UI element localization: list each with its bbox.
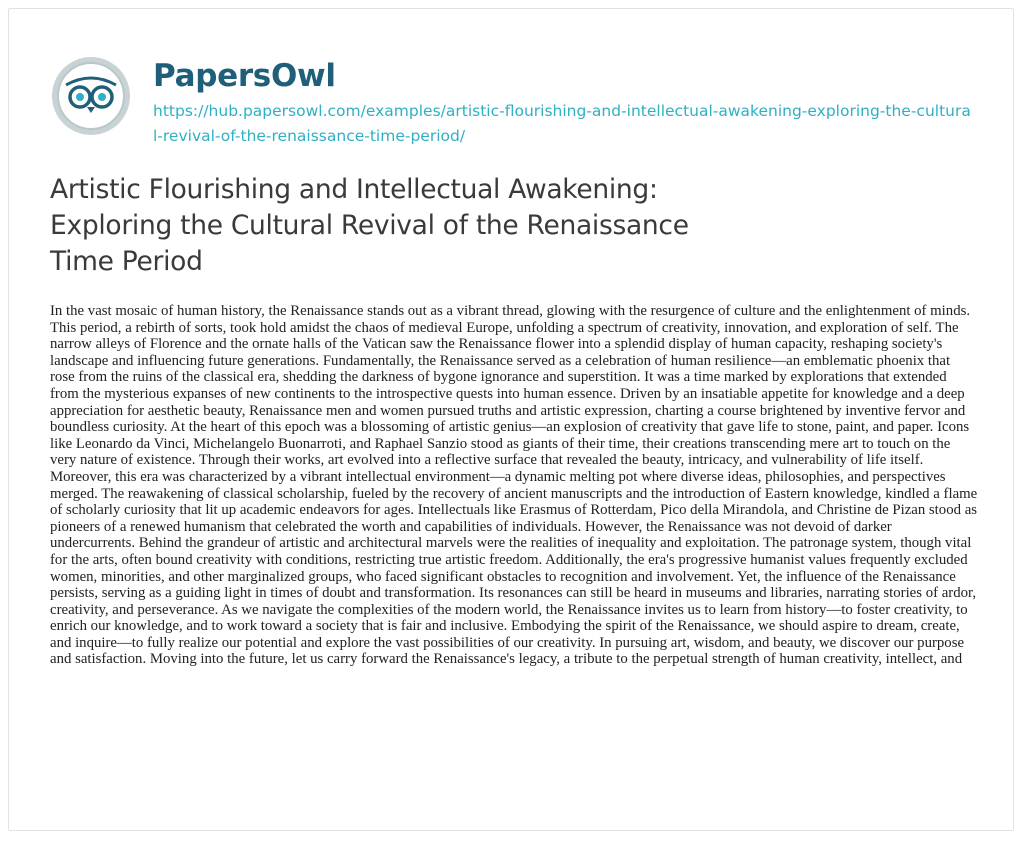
article-title: Artistic Flourishing and Intellectual Awakening: Exploring the Cultural Revival of the Renaissance Time Period: [50, 174, 689, 277]
owl-logo-icon: [50, 55, 132, 137]
header: [50, 55, 990, 165]
source-url-link[interactable]: https://hub.papersowl.com/examples/artistic-flourishing-and-intellectual-awakening-exploring-the-cultural-revival-of-the-renaissance-time-period/: [153, 102, 971, 145]
article-body: In the vast mosaic of human history, the Renaissance stands out as a vibrant thread, glowing with the resurgence of culture and the enlightenment of minds. This period, a rebirth of sorts, took hold amidst the chaos of medieval Europe, unfolding a spectrum of creativity, innovation, and exploration of self. The narrow alleys of Florence and the ornate halls of the Vatican saw the Renaissance flower into a splendid display of human capacity, reshaping society's landscape and influencing future generations. Fundamentally, the Renaissance served as a celebration of human resilience—an emblematic phoenix that rose from the ruins of the classical era, shedding the darkness of bygone ignorance and superstition. It was a time marked by explorations that extended from the mysterious expanses of new continents to the introspective quests into human essence. Driven by an insatiable appetite for knowledge and a deep appreciation for aesthetic beauty, Renaissance men and women pursued truths and artistic expression, charting a course brightened by inventive fervor and boundless curiosity. At the heart of this epoch was a blossoming of artistic genius—an explosion of creativity that gave life to stone, paint, and paper. Icons like Leonardo da Vinci, Michelangelo Buonarroti, and Raphael Sanzio stood as giants of their time, their creations transcending mere art to touch on the very nature of existence. Through their works, art evolved into a reflective surface that revealed the beauty, intricacy, and vulnerability of life itself. Moreover, this era was characterized by a vibrant intellectual environment—a dynamic melting pot where diverse ideas, philosophies, and perspectives merged. The reawakening of classical scholarship, fueled by the recovery of ancient manuscripts and the introduction of Eastern knowledge, kindled a flame of scholarly curiosity that lit up academic endeavors for ages. Intellectuals like Erasmus of Rotterdam, Pico della Mirandola, and Christine de Pizan stood as pioneers of a renewed humanism that celebrated the worth and capabilities of individuals. However, the Renaissance was not devoid of darker undercurrents. Behind the grandeur of artistic and architectural marvels were the realities of inequality and exploitation. The patronage system, though vital for the arts, often bound creativity with conditions, restricting true artistic freedom. Additionally, the era's progressive humanist values frequently excluded women, minorities, and other marginalized groups, who faced significant obstacles to recognition and involvement. Yet, the influence of the Renaissance persists, serving as a guiding light in times of doubt and transformation. Its resonances can still be heard in museums and libraries, narrating stories of ardor, creativity, and perseverance. As we navigate the complexities of the modern world, the Renaissance invites us to learn from history—to foster creativity, to enrich our knowledge, and to work toward a society that is fair and inclusive. Embodying the spirit of the Renaissance, we should aspire to dream, create, and inquire—to fully realize our potential and explore the vast possibilities of our creativity. In pursuing art, wisdom, and beauty, we discover our purpose and satisfaction. Moving into the future, let us carry forward the Renaissance's legacy, a tribute to the perpetual strength of human creativity, intellect, and: [50, 303, 978, 668]
brand-name: PapersOwl: [153, 58, 336, 94]
